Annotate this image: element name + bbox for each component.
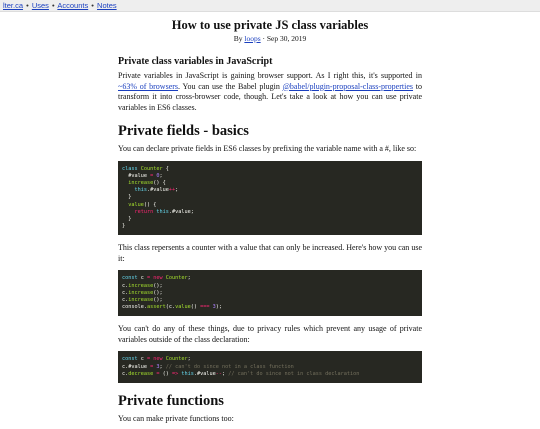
code-block-invalid: const c = new Counter; c.#value = 3; // can't do since not in a class function c.decrease = () => this.#value--; // can't do since not in class declaration — [118, 351, 422, 383]
nav-separator: • — [91, 1, 94, 10]
babel-plugin-link[interactable]: @babel/plugin-proposal-class-properties — [282, 81, 414, 91]
section-heading-intro: Private class variables in JavaScript — [118, 56, 273, 67]
nav-link-notes[interactable]: Notes — [97, 1, 117, 10]
publish-date: Sep 30, 2019 — [266, 34, 307, 43]
basics-paragraph: You can declare private fields in ES6 classes by prefixing the variable name with a #, like so: — [118, 144, 417, 153]
byline-separator: · — [262, 34, 266, 43]
section-heading-basics: Private fields - basics — [118, 123, 249, 139]
intro-paragraph: Private variables in JavaScript is gaining browser support. As I right this, it's supported in ~63% of browsers. You can use the Babel plugin @babel/plugin-proposal-class-properties to transform it into cross-browser code, though. Let's take a look at how you can use private variables in ES6 classes. — [118, 71, 422, 112]
counter-paragraph: This class repersents a counter with a value that can only be increased. Here's how you can use it: — [118, 243, 422, 263]
section-heading-private-functions: Private functions — [118, 392, 224, 409]
private-functions-paragraph: You can make private functions too: — [118, 413, 234, 423]
code-block-usage: const c = new Counter; c.increase(); c.increase(); c.increase(); console.assert(c.value() === 3); — [118, 270, 422, 316]
privacy-paragraph: You can't do any of these things, due to privacy rules which prevent any usage of private variables outside of the class declaration: — [118, 324, 422, 344]
nav-link-uses[interactable]: Uses — [31, 1, 49, 10]
nav-separator: • — [26, 1, 29, 10]
article — [118, 18, 422, 429]
byline — [118, 34, 422, 44]
browser-support-link[interactable]: ~63% of browsers — [118, 81, 179, 91]
author-link[interactable]: loops — [244, 34, 261, 43]
nav-link-home[interactable]: lter.ca — [3, 1, 24, 10]
top-nav — [0, 0, 540, 12]
nav-link-accounts[interactable]: Accounts — [57, 1, 89, 10]
page-title: How to use private JS class variables — [171, 18, 369, 32]
nav-separator: • — [52, 1, 55, 10]
byline-prefix: By — [233, 34, 243, 43]
code-block-counter-class: class Counter { #value = 0; increase() { this.#value++; } value() { return this.#value; } } — [118, 161, 422, 236]
